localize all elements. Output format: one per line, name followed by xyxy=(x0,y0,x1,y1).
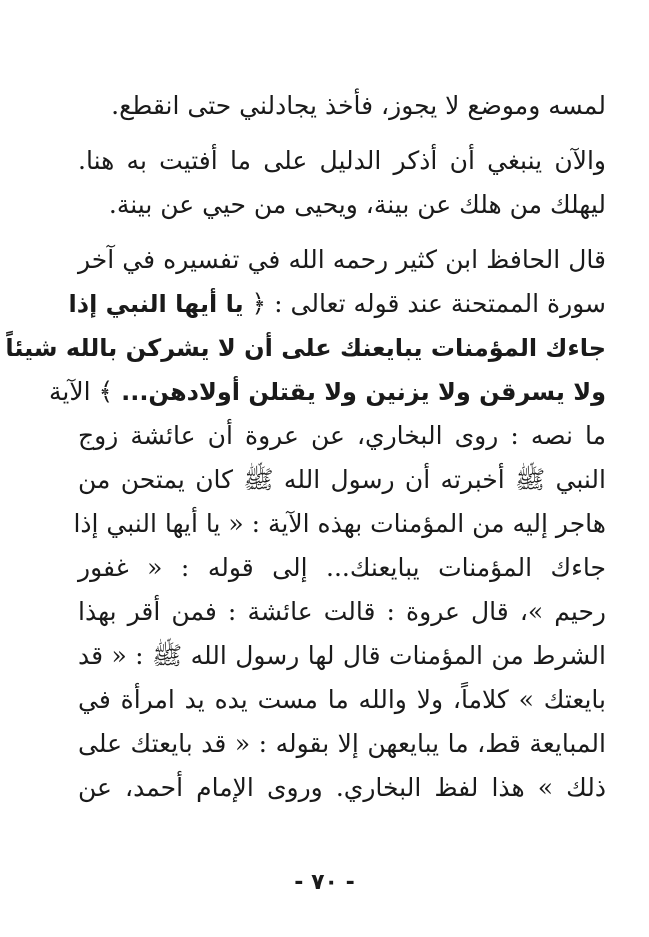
text-segment: الشرط من المؤمنات قال لها رسول الله ﷺ : « قد xyxy=(78,641,606,670)
text-segment: ﴾ الآية xyxy=(48,377,122,406)
text-segment: ليهلك من هلك عن بينة، ويحيى من حيي عن بينة. xyxy=(108,190,606,219)
paragraph-gap xyxy=(78,227,606,238)
text-line xyxy=(78,722,606,766)
text-segment: ما نصه : روى البخاري، عن عروة أن عائشة زوج xyxy=(78,421,606,450)
text-segment: سورة الممتحنة عند قوله تعالى : ﴿ xyxy=(243,289,606,318)
quran-verse-text: يا أيها النبي إذا xyxy=(68,290,244,318)
text-line xyxy=(78,634,606,678)
text-segment: المبايعة قط، ما يبايعهن إلا بقوله : « قد بايعتك على xyxy=(78,729,606,758)
text-line xyxy=(78,546,606,590)
quran-verse-text: جاءك المؤمنات يبايعنك على أن لا يشركن بالله شيئاً xyxy=(5,334,606,362)
text-segment: النبي ﷺ أخبرته أن رسول الله ﷺ كان يمتحن من xyxy=(78,465,606,494)
text-segment: والآن ينبغي أن أذكر الدليل على ما أفتيت به هنا. xyxy=(78,146,606,175)
text-line xyxy=(78,238,606,282)
text-line xyxy=(78,139,606,183)
paragraph-gap xyxy=(78,128,606,139)
page-body xyxy=(5,84,606,810)
text-line xyxy=(68,282,606,326)
text-line xyxy=(78,678,606,722)
text-line xyxy=(78,766,606,810)
text-line xyxy=(73,502,606,546)
text-segment: لمسه وموضع لا يجوز، فأخذ يجادلني حتى انقطع. xyxy=(111,91,606,120)
text-line xyxy=(78,590,606,634)
text-line xyxy=(78,84,606,128)
text-segment: ذلك » هذا لفظ البخاري. وروى الإمام أحمد، عن xyxy=(78,773,606,802)
text-line xyxy=(78,458,606,502)
text-line xyxy=(48,370,606,414)
text-segment: بايعتك » كلاماً، ولا والله ما مست يده يد امرأة في xyxy=(78,685,606,714)
page-number: - ٧٠ - xyxy=(294,870,355,895)
text-line xyxy=(5,326,606,370)
text-segment: رحيم »، قال عروة : قالت عائشة : فمن أقر بهذا xyxy=(78,597,606,626)
text-line xyxy=(78,183,606,227)
text-segment: جاءك المؤمنات يبايعنك... إلى قوله : « غفور xyxy=(78,553,606,582)
quran-verse-text: ولا يسرقن ولا يزنين ولا يقتلن أولادهن... xyxy=(121,378,606,406)
text-line xyxy=(78,414,606,458)
text-segment: قال الحافظ ابن كثير رحمه الله في تفسيره في آخر xyxy=(78,245,606,274)
text-segment: هاجر إليه من المؤمنات بهذه الآية : « يا أيها النبي إذا xyxy=(73,509,606,538)
